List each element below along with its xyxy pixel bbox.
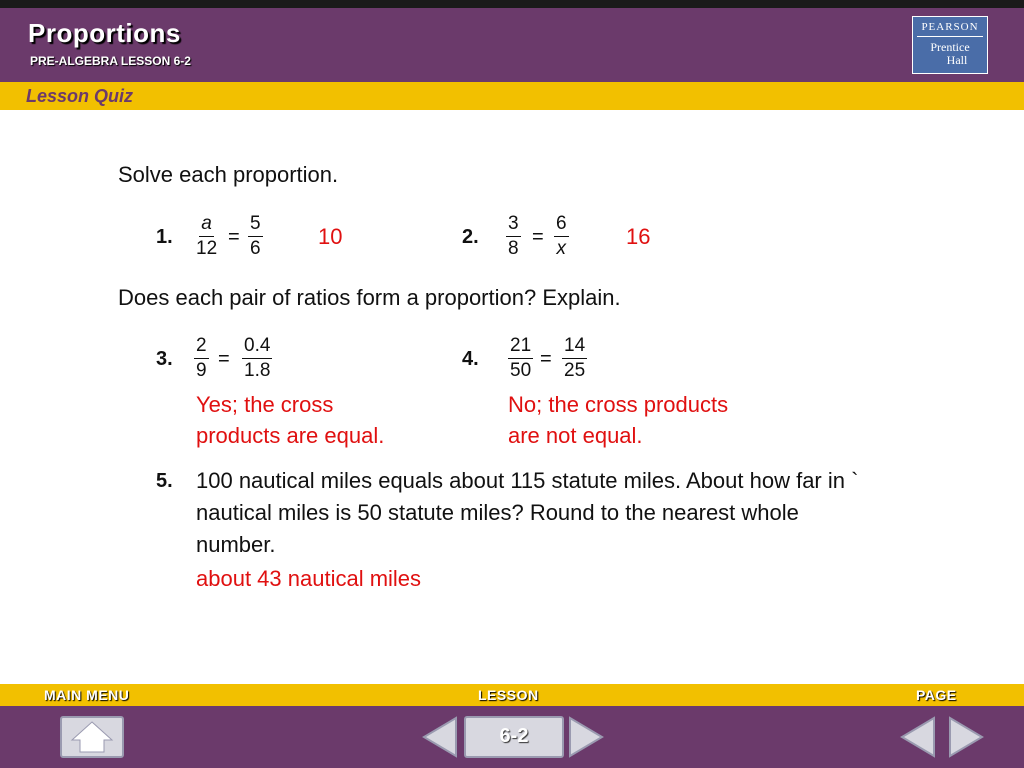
problem-2-left-denominator: 8	[508, 238, 519, 259]
logo-line1: Prentice	[930, 40, 970, 54]
problem-1-equals: =	[228, 226, 240, 248]
lesson-number-box: 6-2	[464, 716, 564, 758]
problem-2-number: 2.	[462, 226, 479, 248]
problem-3-right-denominator: 1.8	[244, 360, 271, 381]
page-title: Proportions	[28, 18, 181, 48]
problem-4-answer-line1: No; the cross products	[508, 392, 729, 417]
problem-5-line3: number.	[196, 532, 276, 557]
problem-2-right-numerator: 6	[554, 212, 569, 237]
main-menu-label: MAIN MENU	[44, 687, 130, 703]
problem-3-number: 3.	[156, 348, 173, 370]
problem-1-right-fraction	[248, 212, 263, 261]
problem-4-number: 4.	[462, 348, 479, 370]
page-subtitle: PRE-ALGEBRA LESSON 6-2	[30, 54, 191, 68]
problem-1-left-fraction	[196, 212, 217, 261]
problem-3-answer-line2: products are equal.	[196, 423, 385, 448]
problem-4-equals: =	[540, 348, 552, 370]
problem-3-equals: =	[218, 348, 230, 370]
problem-4-left-denominator: 50	[510, 360, 532, 381]
top-border	[0, 0, 1024, 8]
problem-5-line2: nautical miles is 50 statute miles? Round to the nearest whole	[196, 500, 799, 525]
previous-lesson-arrow-icon[interactable]	[420, 714, 460, 760]
logo-brand: PEARSON	[917, 21, 983, 37]
problem-5-line1: 100 nautical miles equals about 115 statute miles. About how far in `	[196, 468, 859, 493]
problem-3-left-fraction	[194, 334, 209, 383]
problem-1-left-denominator: 12	[196, 238, 218, 259]
lesson-quiz-bar	[0, 82, 1024, 110]
lesson-quiz-label: Lesson Quiz	[26, 86, 134, 106]
problem-4-left-fraction	[508, 334, 533, 383]
previous-page-arrow-icon[interactable]	[898, 714, 938, 760]
problem-1-number: 1.	[156, 226, 173, 248]
instruction-solve: Solve each proportion.	[118, 162, 339, 187]
problem-1-right-denominator: 6	[250, 238, 261, 259]
instruction-proportion: Does each pair of ratios form a proportion? Explain.	[118, 285, 621, 310]
main-menu-button[interactable]	[60, 716, 124, 758]
problem-1-answer: 10	[318, 224, 343, 249]
problem-1-right-numerator: 5	[248, 212, 263, 237]
problem-2-right-fraction	[554, 212, 569, 261]
problem-1-left-numerator: a	[199, 212, 214, 237]
problem-2-left-fraction	[506, 212, 521, 261]
next-lesson-arrow-icon[interactable]	[566, 714, 606, 760]
problem-4-left-numerator: 21	[508, 334, 533, 359]
problem-4-right-fraction	[562, 334, 587, 383]
problem-5-number: 5.	[156, 470, 173, 492]
problem-5-answer: about 43 nautical miles	[196, 566, 422, 591]
problem-3-right-fraction	[242, 334, 272, 383]
problem-4-right-numerator: 14	[562, 334, 587, 359]
nav-label-bar	[0, 684, 1024, 706]
logo-line2: Hall	[946, 53, 968, 67]
page-label: PAGE	[916, 687, 957, 703]
problem-2-right-denominator: x	[556, 238, 567, 259]
home-icon	[62, 718, 122, 756]
problem-2-left-numerator: 3	[506, 212, 521, 237]
problem-3-right-numerator: 0.4	[242, 334, 272, 359]
footer-nav	[0, 706, 1024, 768]
problem-3-left-denominator: 9	[196, 360, 207, 381]
lesson-label: LESSON	[478, 687, 539, 703]
problem-2-equals: =	[532, 226, 544, 248]
next-page-arrow-icon[interactable]	[946, 714, 986, 760]
problem-2-answer: 16	[626, 224, 651, 249]
problem-4-right-denominator: 25	[564, 360, 586, 381]
pearson-logo	[912, 16, 988, 74]
problem-4-answer-line2: are not equal.	[508, 423, 643, 448]
quiz-content	[0, 110, 1024, 682]
problem-3-left-numerator: 2	[194, 334, 209, 359]
problem-3-answer-line1: Yes; the cross	[196, 392, 334, 417]
header	[0, 8, 1024, 82]
